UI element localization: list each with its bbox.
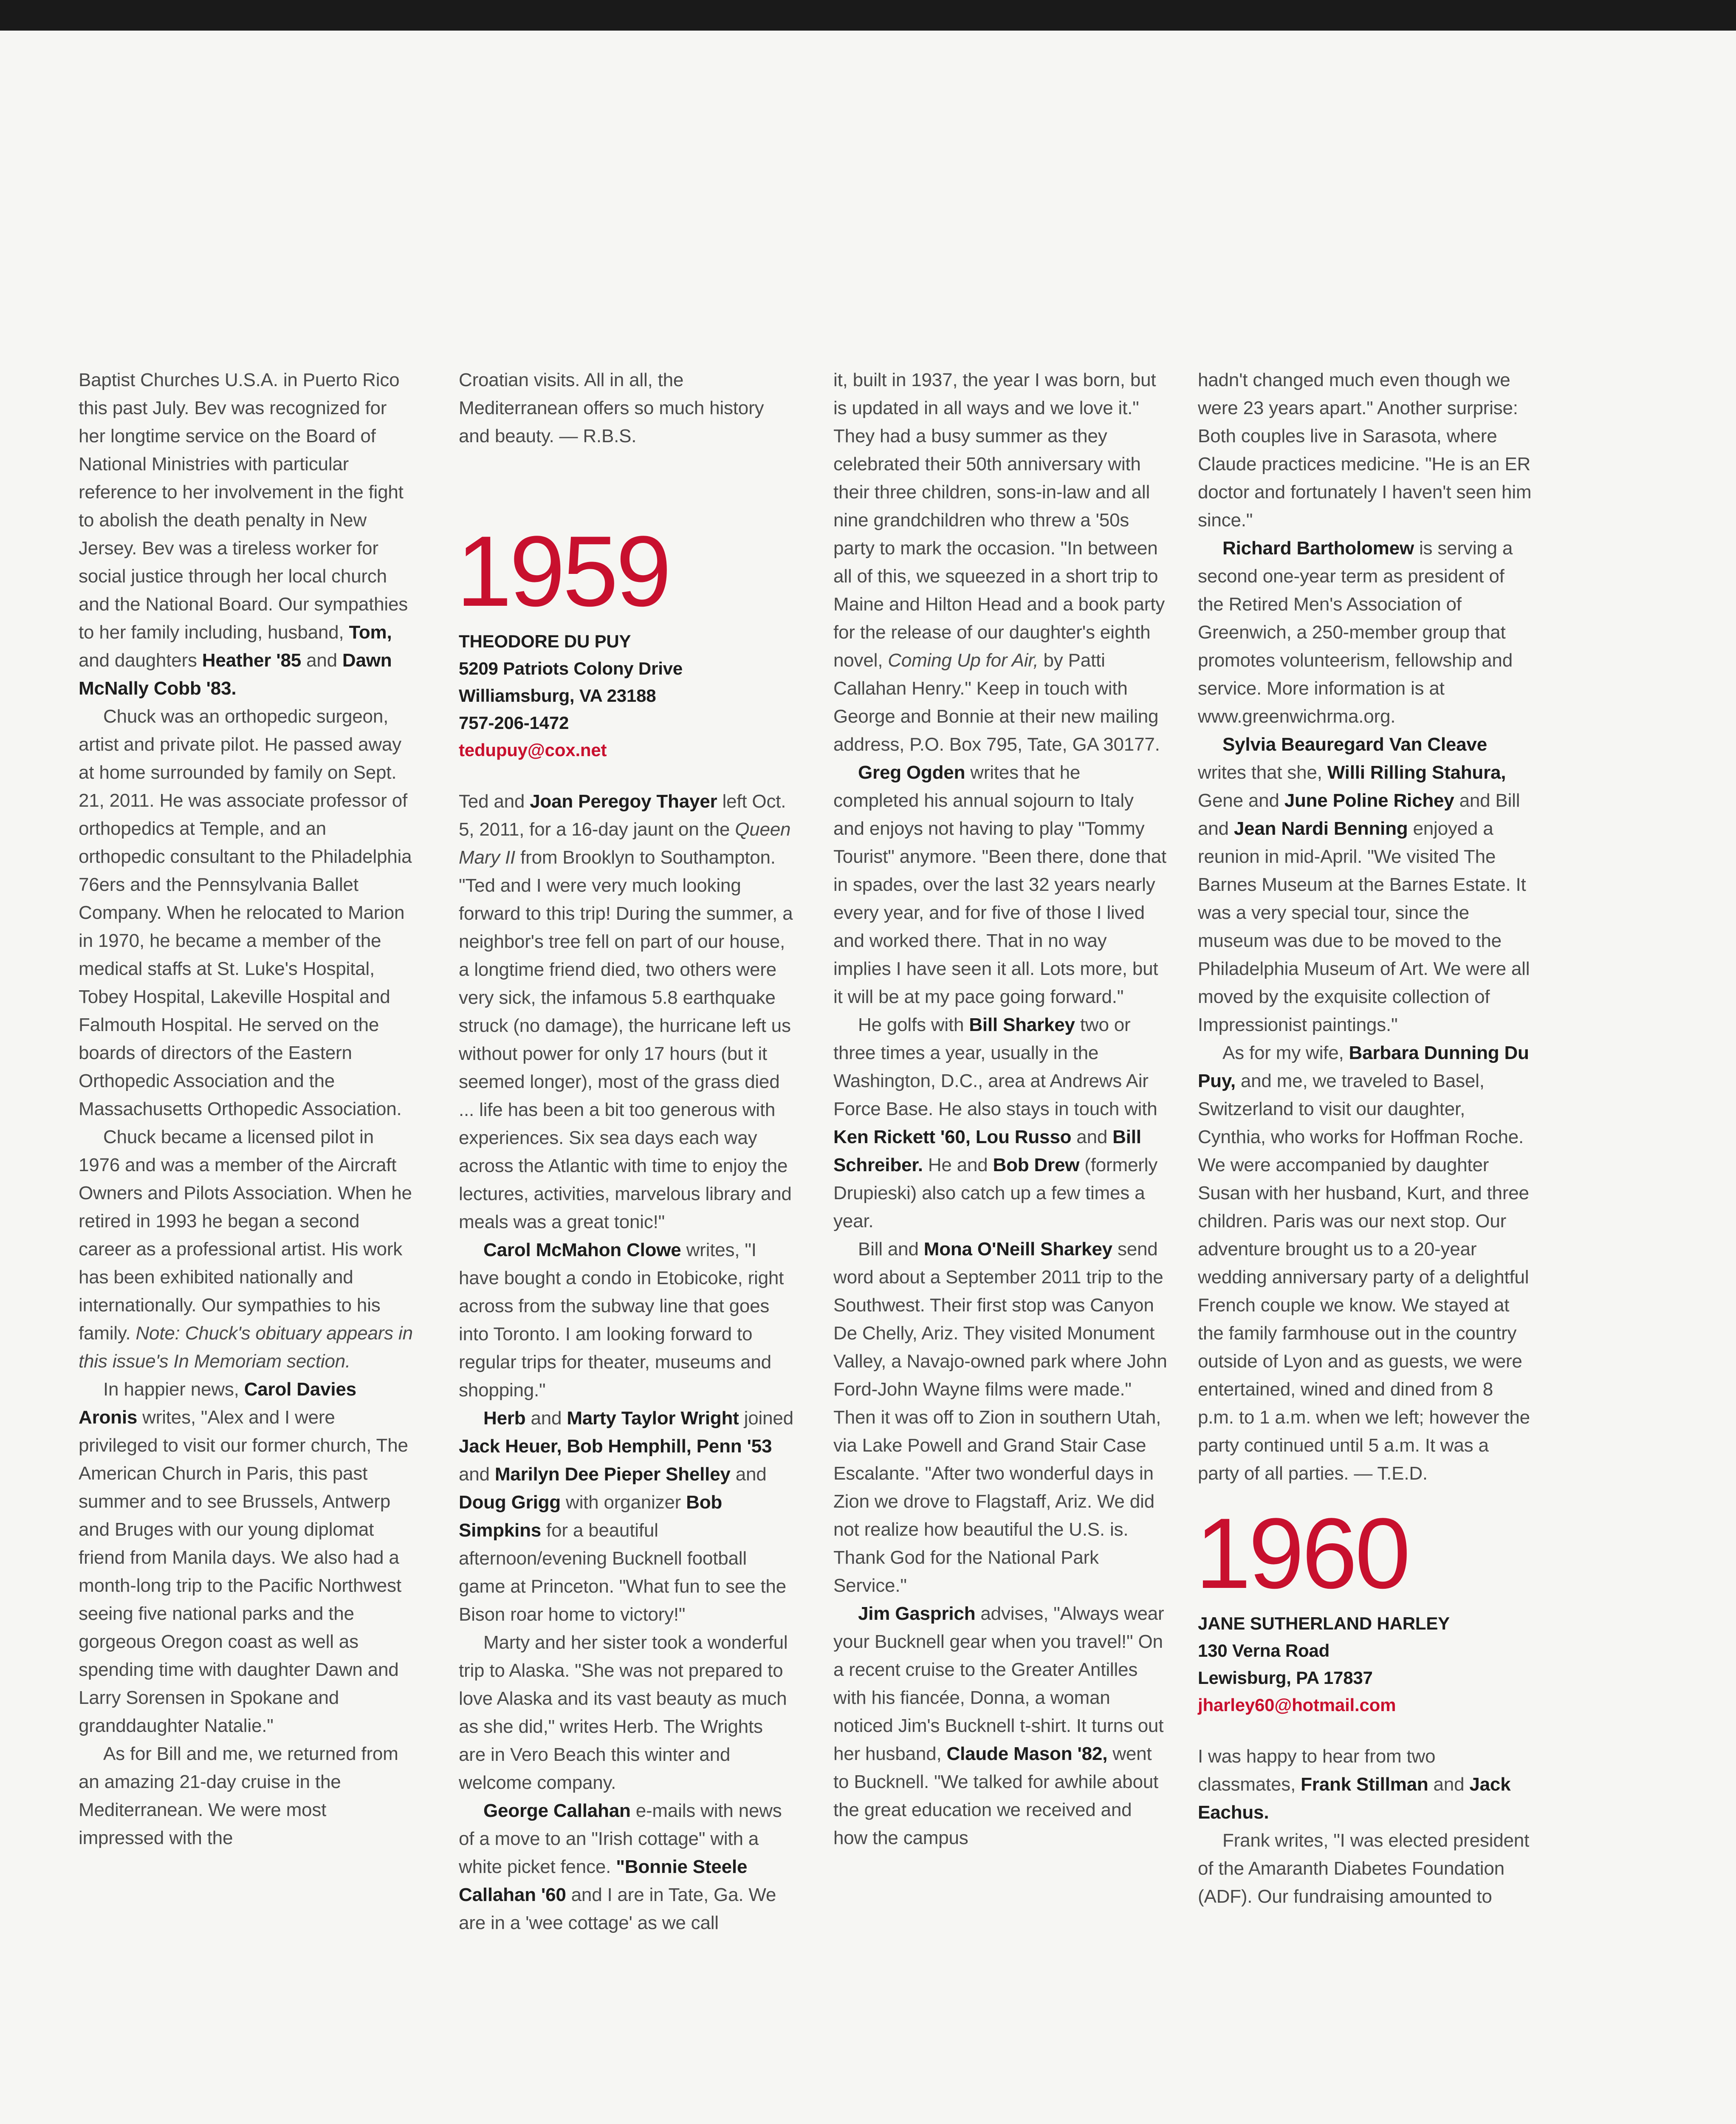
phone-number: 757-206-1472 [459, 713, 569, 733]
class-year-heading: 1959 [456, 515, 669, 627]
city-state-zip: Lewisburg, PA 17837 [1198, 1668, 1373, 1688]
paragraph: Sylvia Beauregard Van Cleave writes that she, Willi Rilling Stahura, Gene and June Poline Richey and Bill and Jean Nardi Benning enjoyed a reunion in mid-April. "We visited The Barnes Museum at the Barnes Estate. It was a very special tour, since the museum was due to be moved to the Philadelphia Museum of Art. We were all moved by the exquisite collection of Impressionist paintings." [1198, 734, 1530, 1035]
street-address: 130 Verna Road [1198, 1641, 1330, 1661]
paragraph: Ted and Joan Peregoy Thayer left Oct. 5, 2011, for a 16-day jaunt on the Queen Mary II from Brooklyn to Southampton. "Ted and I were very much looking forward to this trip! During the summer, a neighbor's tree fell on part of our house, a longtime friend died, two others were very sick, the infamous 5.8 earthquake struck (no damage), the hurricane left us without power for only 17 hours (but it seemed longer), most of the grass died ... life has been a bit too generous with experiences. Six sea days each way across the Atlantic with time to enjoy the lectures, activities, marvelous library and meals was a great tonic!" [459, 791, 793, 1232]
paragraph: Chuck was an orthopedic surgeon, artist and private pilot. He passed away at home surrounded by family on Sept. 21, 2011. He was associate professor of orthopedics at Temple, and an orthopedic consultant to the Philadelphia 76ers and the Pennsylvania Ballet Company. When he relocated to Marion in 1970, he became a member of the medical staffs at St. Luke's Hospital, Tobey Hospital, Lakeville Hospital and Falmouth Hospital. He served on the boards of directors of the Eastern Orthopedic Association and the Massachusetts Orthopedic Association. [79, 706, 412, 1119]
paragraph: Jim Gasprich advises, "Always wear your Bucknell gear when you travel!" On a recent cruise to the Greater Antilles with his fiancée, Donna, a woman noticed Jim's Bucknell t-shirt. It turns out her husband, Claude Mason '82, went to Bucknell. "We talked for awhile about the great education we received and how the campus [833, 1603, 1164, 1848]
paragraph: I was happy to hear from two classmates, Frank Stillman and Jack Eachus. [1198, 1746, 1511, 1823]
class-secretary-address [1198, 1610, 1533, 1719]
class-secretary-address [459, 628, 794, 764]
email-link[interactable]: tedupuy@cox.net [459, 740, 607, 760]
paragraph: Greg Ogden writes that he completed his annual sojourn to Italy and enjoys not having to play "Tommy Tourist" anymore. "Been there, done that in spades, over the last 32 years nearly every year, and for five of those I lived and worked there. That in no way implies I have seen it all. Lots more, but it will be at my pace going forward." [833, 762, 1166, 1007]
paragraph: He golfs with Bill Sharkey two or three times a year, usually in the Washington, D.C., area at Andrews Air Force Base. He also stays in touch with Ken Rickett '60, Lou Russo and Bill Schreiber. He and Bob Drew (formerly Drupieski) also catch up a few times a year. [833, 1014, 1158, 1231]
paragraph: hadn't changed much even though we were 23 years apart." Another surprise: Both couples live in Sarasota, where Claude practices medicine. "He is an ER doctor and fortunately I haven't seen him since." [1198, 370, 1532, 531]
column-2 [456, 366, 794, 1937]
magazine-page [0, 31, 1736, 2124]
paragraph: Carol McMahon Clowe writes, "I have bought a condo in Etobicoke, right across from the subway line that goes into Toronto. I am looking forward to regular trips for theater, museums and shopping." [459, 1240, 784, 1401]
secretary-name: THEODORE DU PUY [459, 631, 631, 651]
paragraph: it, built in 1937, the year I was born, but is updated in all ways and we love it." They had a busy summer as they celebrated their 50th anniversary with their three children, sons-in-law and all nine grandchildren who threw a '50s party to mark the occasion. "In between all of this, we squeezed in a short trip to Maine and Hilton Head and a book party for the release of our daughter's eighth novel, Coming Up for Air, by Patti Callahan Henry." Keep in touch with George and Bonnie at their new mailing address, P.O. Box 795, Tate, GA 30177. [833, 370, 1165, 755]
paragraph: Baptist Churches U.S.A. in Puerto Rico this past July. Bev was recognized for her longtime service on the Board of National Ministries with particular reference to her involvement in the fight to abolish the death penalty in New Jersey. Bev was a tireless worker for social justice through her local church and the National Board. Our sympathies to her family including, husband, Tom, and daughters Heather '85 and Dawn McNally Cobb '83. [79, 370, 408, 699]
paragraph: Chuck became a licensed pilot in 1976 and was a member of the Aircraft Owners and Pilots Association. When he retired in 1993 he began a second career as a professional artist. His work has been exhibited nationally and internationally. Our sympathies to his family. Note: Chuck's obituary appears in this issue's In Memoriam section. [79, 1127, 413, 1372]
paragraph: Bill and Mona O'Neill Sharkey send word about a September 2011 trip to the Southwest. Their first stop was Canyon De Chelly, Ariz. They visited Monument Valley, a Navajo-owned park where John Ford-John Wayne films were made." Then it was off to Zion in southern Utah, via Lake Powell and Grand Stair Case Escalante. "After two wonderful days in Zion we drove to Flagstaff, Ariz. We did not realize how beautiful the U.S. is. Thank God for the National Park Service." [833, 1239, 1167, 1596]
paragraph: In happier news, Carol Davies Aronis writes, "Alex and I were privileged to visit our former church, The American Church in Paris, this past summer and to see Brussels, Antwerp and Bruges with our young diplomat friend from Manila days. We also had a month-long trip to the Pacific Northwest seeing five national parks and the gorgeous Oregon coast as well as spending time with daughter Dawn and Larry Sorensen in Spokane and granddaughter Natalie." [79, 1379, 408, 1736]
paragraph: Richard Bartholomew is serving a second one-year term as president of the Retired Men's Association of Greenwich, a 250-member group that promotes volunteerism, fellowship and service. More information is at www.greenwichrma.org. [1198, 538, 1513, 727]
paragraph: Croatian visits. All in all, the Mediterranean offers so much history and beauty. — R.B.S. [459, 370, 764, 446]
secretary-name: JANE SUTHERLAND HARLEY [1198, 1613, 1450, 1633]
paragraph: Herb and Marty Taylor Wright joined Jack Heuer, Bob Hemphill, Penn '53 and Marilyn Dee Pieper Shelley and Doug Grigg with organizer Bob Simpkins for a beautiful afternoon/evening Bucknell football game at Princeton. "What fun to see the Bison roar home to victory!" [459, 1408, 793, 1625]
city-state-zip: Williamsburg, VA 23188 [459, 686, 656, 706]
column-3 [833, 366, 1169, 1852]
paragraph: As for my wife, Barbara Dunning Du Puy, and me, we traveled to Basel, Switzerland to visit our daughter, Cynthia, who works for Hoffman Roche. We were accompanied by daughter Susan with her husband, Kurt, and three children. Paris was our next stop. Our adventure brought us to a 20-year wedding anniversary party of a delightful French couple we know. We stayed at the family farmhouse out in the country outside of Lyon and as guests, we were entertained, wined and dined from 8 p.m. to 1 a.m. when we left; however the party continued until 5 a.m. It was a party of all parties. — T.E.D. [1198, 1042, 1530, 1484]
street-address: 5209 Patriots Colony Drive [459, 658, 683, 678]
class-year-heading: 1960 [1195, 1497, 1409, 1610]
email-link[interactable]: jharley60@hotmail.com [1198, 1695, 1396, 1715]
paragraph: George Callahan e-mails with news of a move to an "Irish cottage" with a white picket fence. "Bonnie Steele Callahan '60 and I are in Tate, Ga. We are in a 'wee cottage' as we call [459, 1800, 782, 1933]
column-1 [79, 366, 414, 1852]
column-4 [1195, 366, 1533, 1911]
paragraph: As for Bill and me, we returned from an amazing 21-day cruise in the Mediterranean. We were most impressed with the [79, 1743, 398, 1848]
paragraph: Frank writes, "I was elected president of the Amaranth Diabetes Foundation (ADF). Our fundraising amounted to [1198, 1830, 1530, 1907]
paragraph: Marty and her sister took a wonderful trip to Alaska. "She was not prepared to love Alaska and its vast beauty as much as she did," writes Herb. The Wrights are in Vero Beach this winter and welcome company. [459, 1632, 788, 1793]
